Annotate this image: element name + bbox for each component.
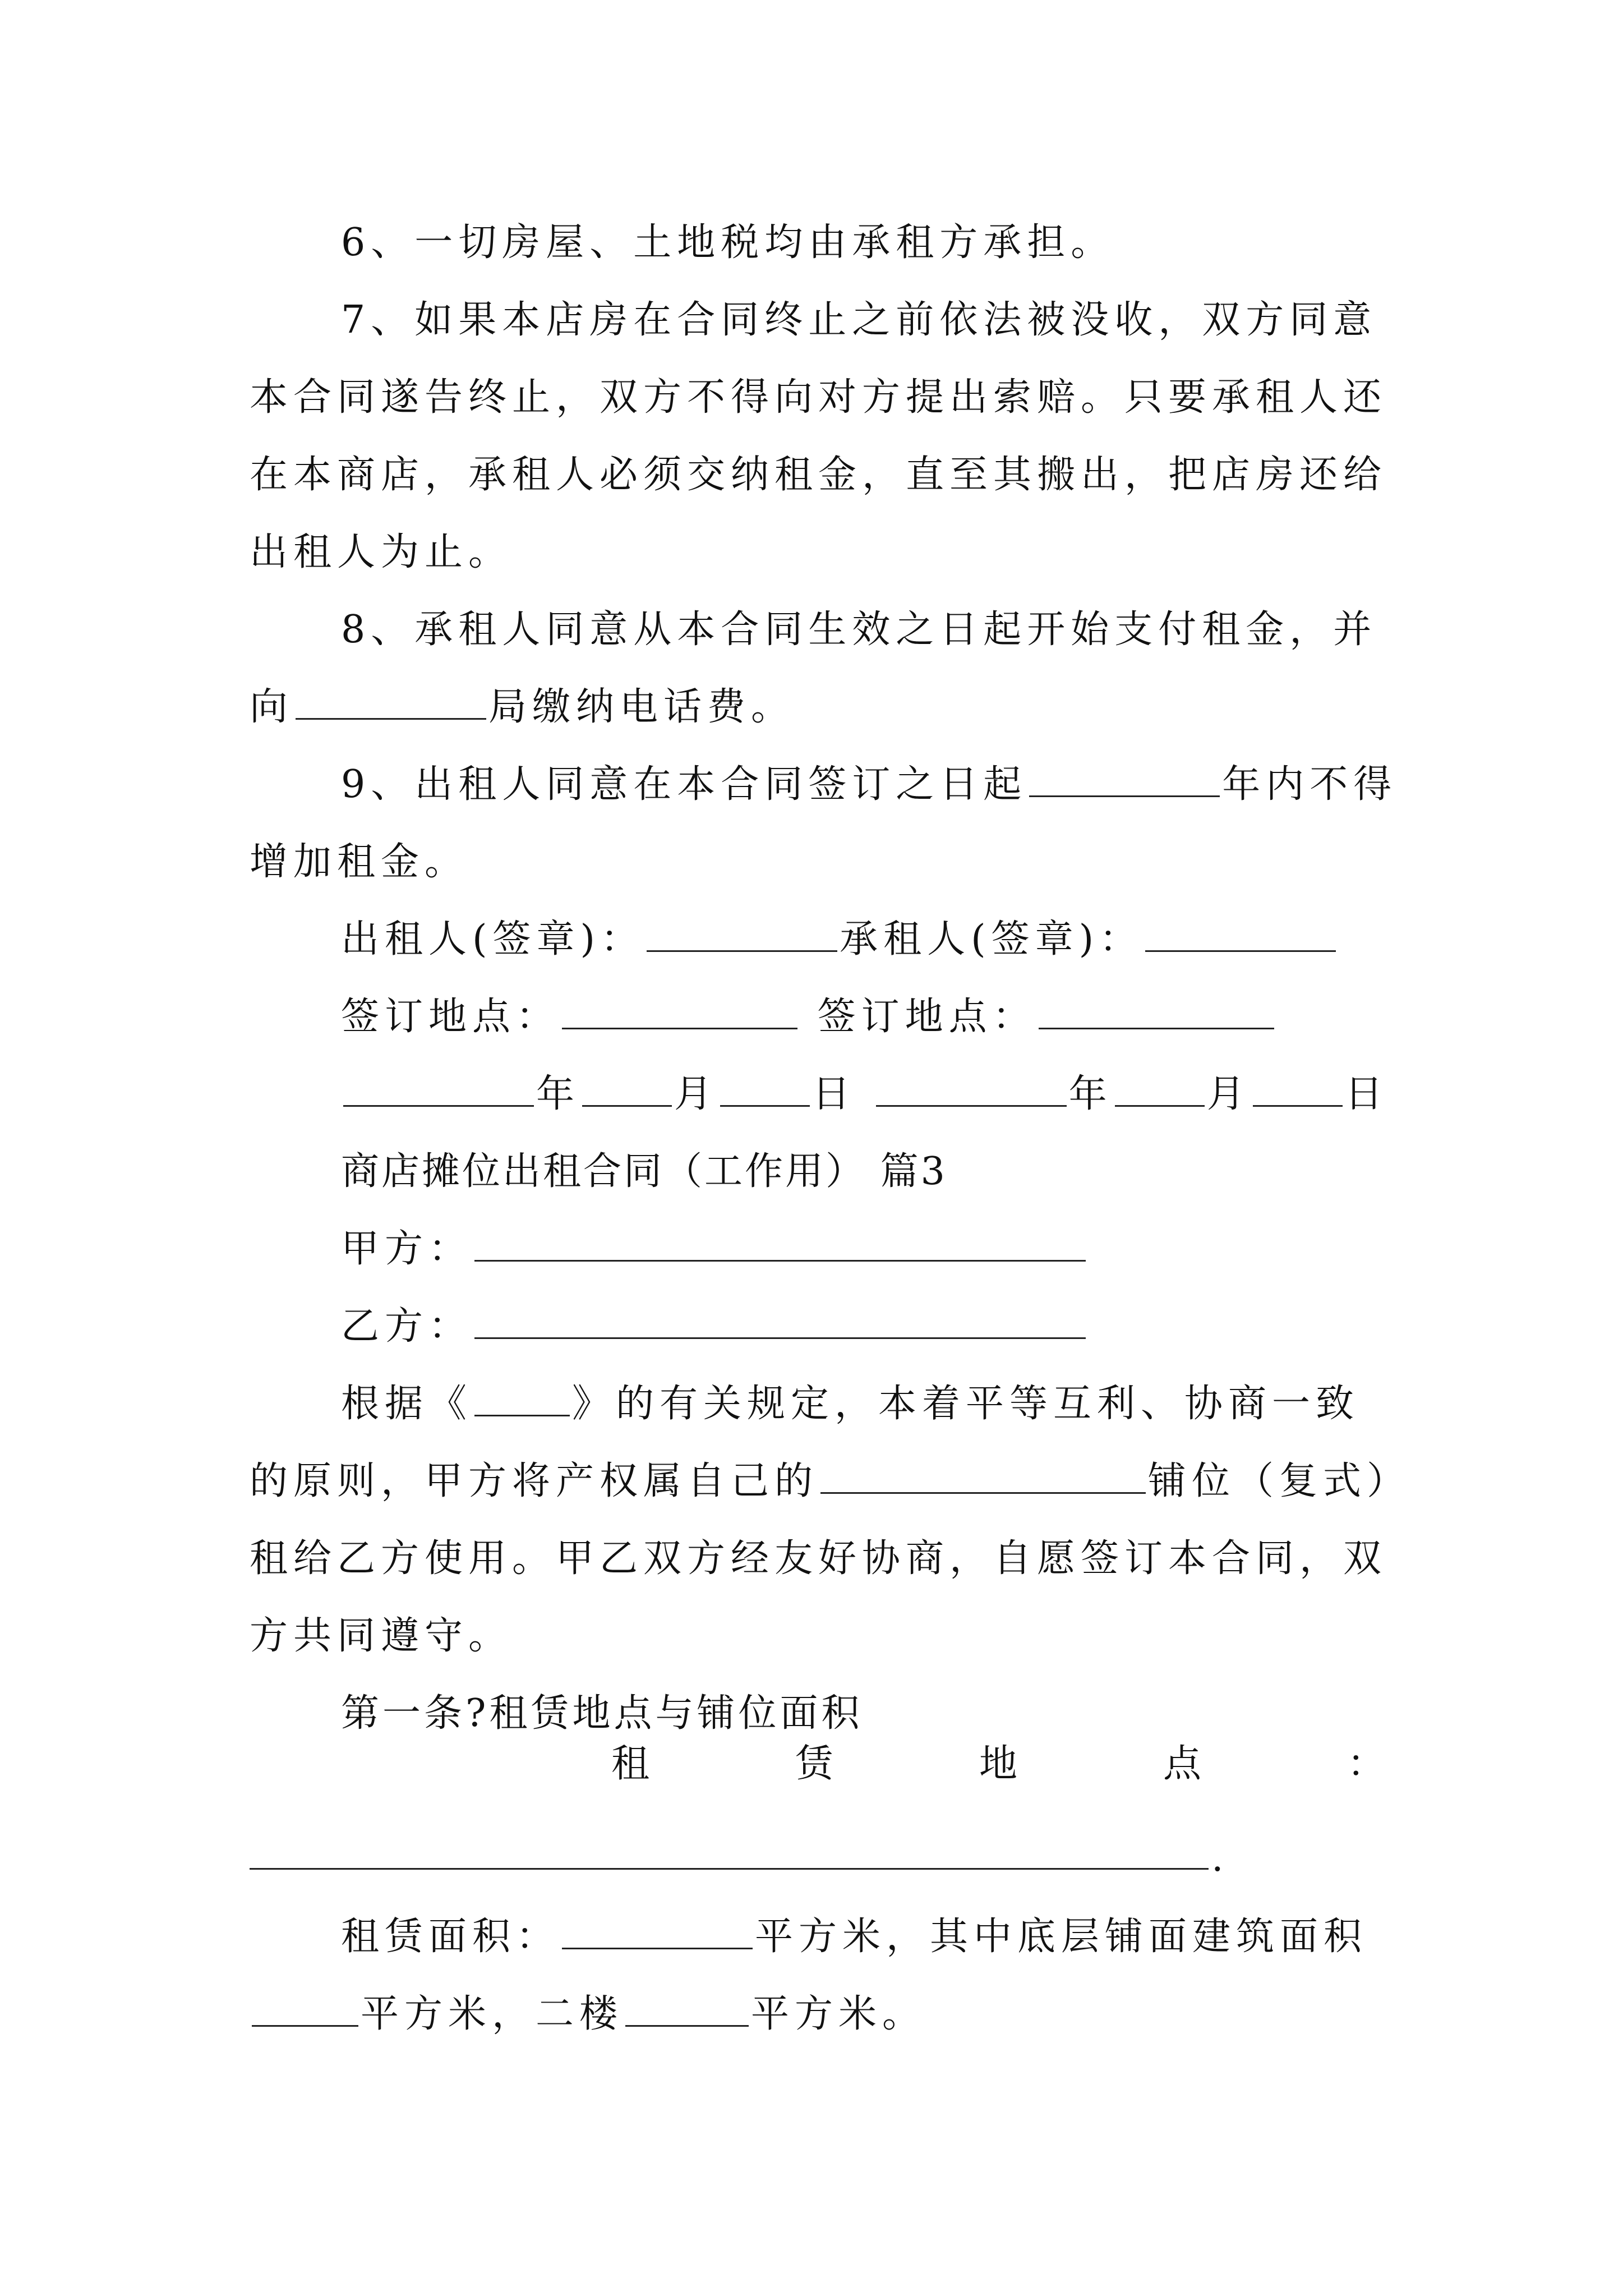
- clause-7-line-4: 出租人为止。: [250, 530, 513, 574]
- party-b-label: 乙方：: [341, 1304, 473, 1349]
- intro-suffix: 》的有关规定，本着平等互利、协商一致: [572, 1382, 1360, 1426]
- intro-line-2: [250, 1456, 1410, 1507]
- date-row: [341, 1069, 1389, 1120]
- clause-7-line-1: 7、如果本店房在合同终止之前依法被没收，双方同意: [341, 298, 1377, 342]
- clause-9-prefix: 9、出租人同意在本合同签订之日起: [341, 762, 1027, 807]
- lease-location-char: 地: [979, 1742, 1017, 1786]
- lease-location-char: 赁: [795, 1742, 833, 1786]
- lessor-month-blank: [582, 1073, 672, 1107]
- party-a-row: [341, 1224, 1088, 1274]
- year-label: 年: [1068, 1072, 1113, 1116]
- lessee-year-blank: [876, 1073, 1067, 1107]
- clause-8-prefix: 向: [250, 685, 294, 729]
- day-label: 日: [812, 1072, 856, 1116]
- stall-location-blank: [820, 1460, 1146, 1494]
- blank-years: [1029, 763, 1220, 797]
- party-b-row: [341, 1301, 1088, 1352]
- clause-8-line-2: [250, 682, 795, 733]
- clause-9-line-2: 增加租金。: [250, 840, 469, 884]
- law-name-blank: [474, 1382, 570, 1416]
- lessor-signature-blank: [647, 918, 837, 952]
- clause-7-line-3: 在本商店，承租人必须交纳租金，直至其搬出，把店房还给: [250, 453, 1387, 497]
- lessee-month-blank: [1115, 1073, 1205, 1107]
- clause-7-line-2: 本合同遂告终止，双方不得向对方提出索赔。只要承租人还: [250, 375, 1387, 420]
- intro-line-3: 租给乙方使用。甲乙双方经友好协商，自愿签订本合同，双: [250, 1536, 1387, 1581]
- article-1-title: 第一条?租赁地点与铺位面积: [341, 1691, 863, 1736]
- second-floor-area-blank: [625, 1993, 749, 2027]
- total-area-blank: [562, 1915, 753, 1949]
- ground-floor-area-blank: [252, 1993, 358, 2027]
- area-label: 租赁面积：: [341, 1915, 560, 1959]
- intro-prefix: 根据《: [341, 1382, 473, 1426]
- lease-location-blank: [250, 1868, 1209, 1870]
- signature-row: [341, 914, 1338, 965]
- area-line-2: [250, 1989, 926, 2040]
- lessee-day-blank: [1253, 1073, 1343, 1107]
- clause-8-suffix: 局缴纳电话费。: [488, 685, 795, 729]
- party-a-blank: [474, 1227, 1086, 1262]
- area-2-suffix: 平方米。: [751, 1992, 926, 2036]
- clause-9-suffix: 年内不得: [1222, 762, 1398, 807]
- year-label: 年: [536, 1072, 580, 1116]
- lessor-place-blank: [562, 995, 797, 1029]
- lease-location-end: .: [1211, 1836, 1224, 1880]
- blank-phone-bureau: [296, 685, 486, 720]
- clause-6: 6、一切房屋、土地税均由承租方承担。: [341, 220, 1115, 265]
- day-label: 日: [1344, 1072, 1389, 1116]
- lease-location-char: 租: [611, 1742, 650, 1786]
- area-suffix: 平方米，其中底层铺面建筑面积: [755, 1915, 1368, 1959]
- intro-2-suffix: 铺位（复式）: [1148, 1459, 1411, 1503]
- intro-line-4: 方共同遵守。: [250, 1614, 513, 1658]
- party-b-blank: [474, 1305, 1086, 1339]
- clause-9-line-1: [341, 760, 1397, 810]
- lessee-place-blank: [1039, 995, 1274, 1029]
- lessor-year-blank: [343, 1073, 534, 1107]
- area-line-1: [341, 1912, 1367, 1962]
- area-2-middle: 平方米，二楼: [361, 1992, 624, 2036]
- clause-8-line-1: 8、承租人同意从本合同生效之日起开始支付租金，并: [341, 608, 1377, 652]
- month-label: 月: [1206, 1072, 1251, 1116]
- lease-location-char: ：: [1347, 1742, 1385, 1786]
- lessee-signature-blank: [1145, 918, 1336, 952]
- lessee-signature-label: 承租人(签章)：: [840, 917, 1144, 961]
- intro-2-prefix: 的原则，甲方将产权属自己的: [250, 1459, 819, 1503]
- lessor-place-label: 签订地点：: [341, 995, 560, 1039]
- intro-line-1: [341, 1379, 1359, 1429]
- lessor-signature-label: 出租人(签章)：: [341, 917, 645, 961]
- month-label: 月: [674, 1072, 718, 1116]
- signing-place-row: [341, 992, 1276, 1042]
- lessee-place-label: 签订地点：: [817, 995, 1036, 1039]
- party-a-label: 甲方：: [341, 1227, 473, 1271]
- section-title: 商店摊位出租合同（工作用） 篇3: [341, 1149, 947, 1194]
- lease-location-label: [611, 1739, 1385, 1789]
- lessor-day-blank: [720, 1073, 810, 1107]
- lease-location-char: 点: [1163, 1742, 1201, 1786]
